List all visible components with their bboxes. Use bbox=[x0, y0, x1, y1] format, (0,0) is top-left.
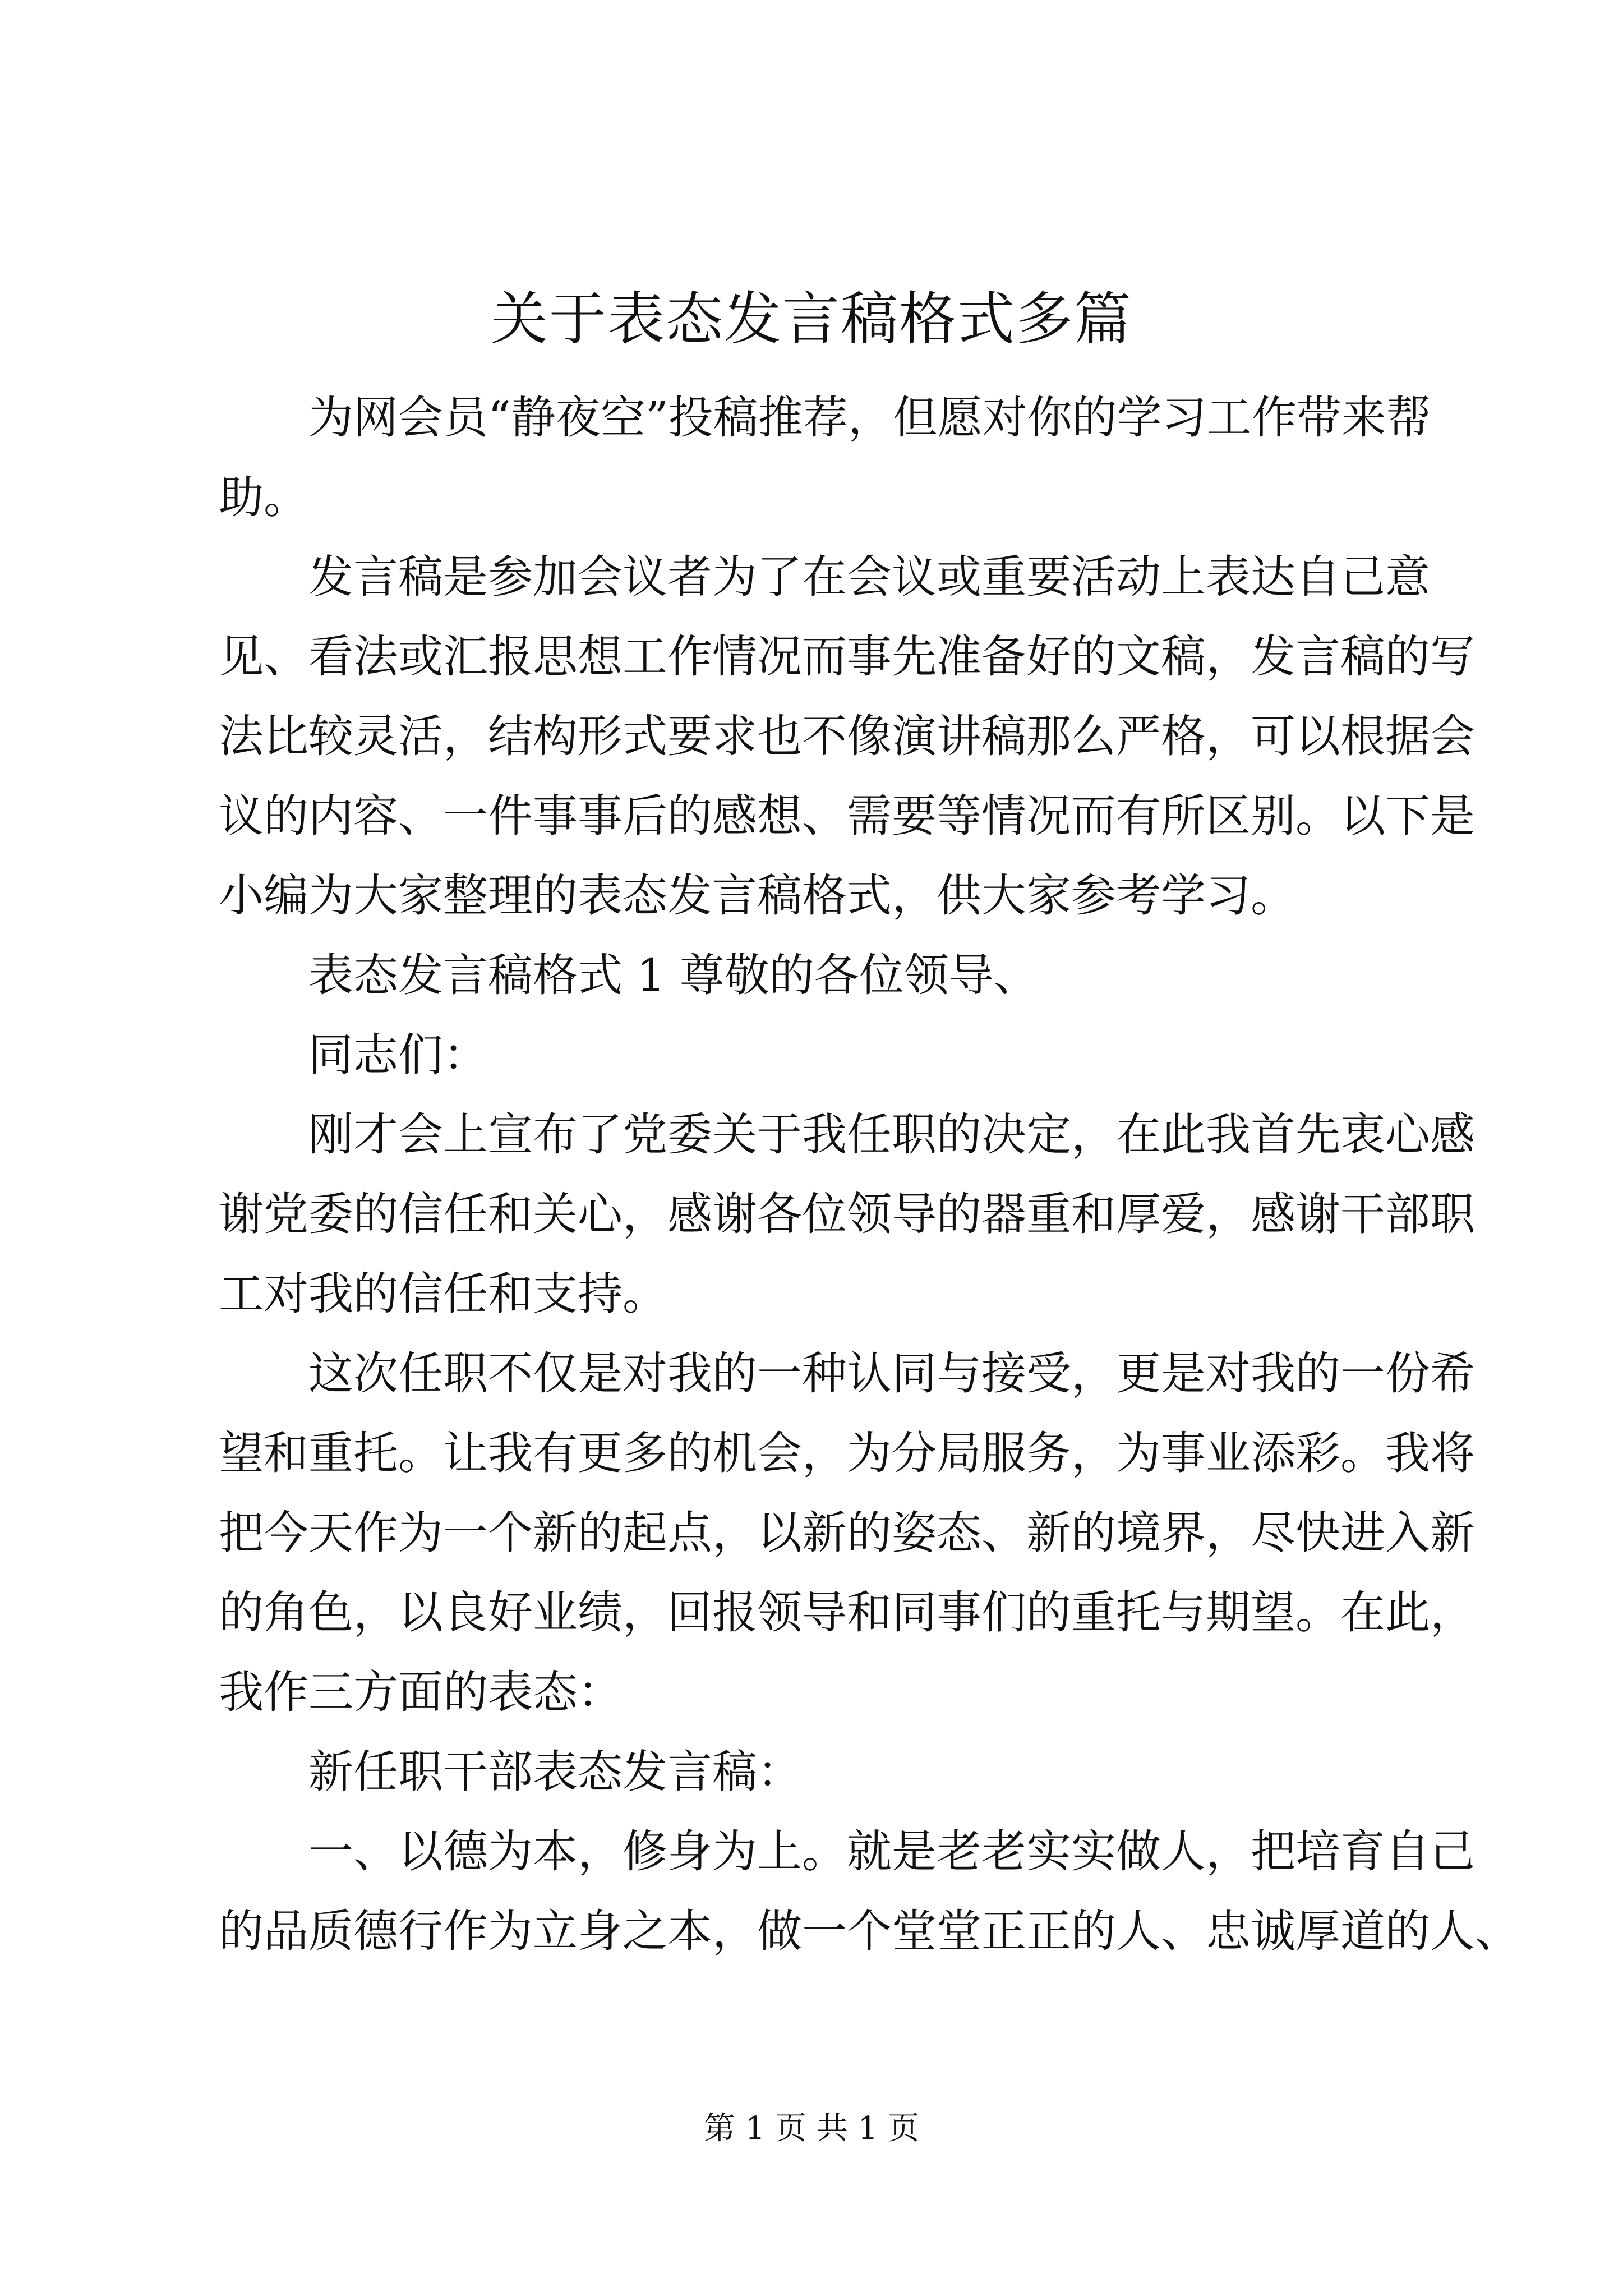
paragraph-line: 的品质德行作为立身之本，做一个堂堂正正的人、忠诚厚道的人、 bbox=[219, 1905, 1520, 1957]
paragraph-line: 表态发言稿格式 1 尊敬的各位领导、 bbox=[308, 949, 1039, 1001]
paragraph-line: 谢党委的信任和关心，感谢各位领导的器重和厚爱，感谢干部职 bbox=[219, 1188, 1475, 1240]
paragraph-line: 我作三方面的表态： bbox=[219, 1666, 623, 1718]
paragraph-line: 把今天作为一个新的起点，以新的姿态、新的境界，尽快进入新 bbox=[219, 1507, 1475, 1559]
paragraph-line: 议的内容、一件事事后的感想、需要等情况而有所区别。以下是 bbox=[219, 790, 1475, 842]
paragraph-line: 同志们： bbox=[308, 1029, 488, 1081]
document-title: 关于表态发言稿格式多篇 bbox=[491, 286, 1132, 353]
paragraph-line: 望和重托。让我有更多的机会，为分局服务，为事业添彩。我将 bbox=[219, 1427, 1475, 1479]
paragraph-line: 见、看法或汇报思想工作情况而事先准备好的文稿，发言稿的写 bbox=[219, 631, 1475, 683]
paragraph-line: 助。 bbox=[219, 471, 308, 523]
paragraph-line: 法比较灵活，结构形式要求也不像演讲稿那么严格，可以根据会 bbox=[219, 710, 1475, 762]
paragraph-line: 这次任职不仅是对我的一种认同与接受，更是对我的一份希 bbox=[308, 1347, 1475, 1400]
paragraph-line: 新任职干部表态发言稿： bbox=[308, 1746, 802, 1798]
page-number-footer: 第 1 页 共 1 页 bbox=[703, 2110, 920, 2147]
paragraph-line: 刚才会上宣布了党委关于我任职的决定，在此我首先衷心感 bbox=[308, 1108, 1475, 1161]
paragraph-line: 的角色，以良好业绩，回报领导和同事们的重托与期望。在此， bbox=[219, 1586, 1475, 1639]
paragraph-line: 小编为大家整理的表态发言稿格式，供大家参考学习。 bbox=[219, 869, 1295, 922]
paragraph-line: 工对我的信任和支持。 bbox=[219, 1268, 667, 1320]
paragraph-line: 为网会员“静夜空”投稿推荐，但愿对你的学习工作带来帮 bbox=[308, 392, 1431, 444]
paragraph-line: 一、以德为本，修身为上。就是老老实实做人，把培育自己 bbox=[308, 1825, 1475, 1878]
paragraph-line: 发言稿是参加会议者为了在会议或重要活动上表达自己意 bbox=[308, 551, 1430, 603]
